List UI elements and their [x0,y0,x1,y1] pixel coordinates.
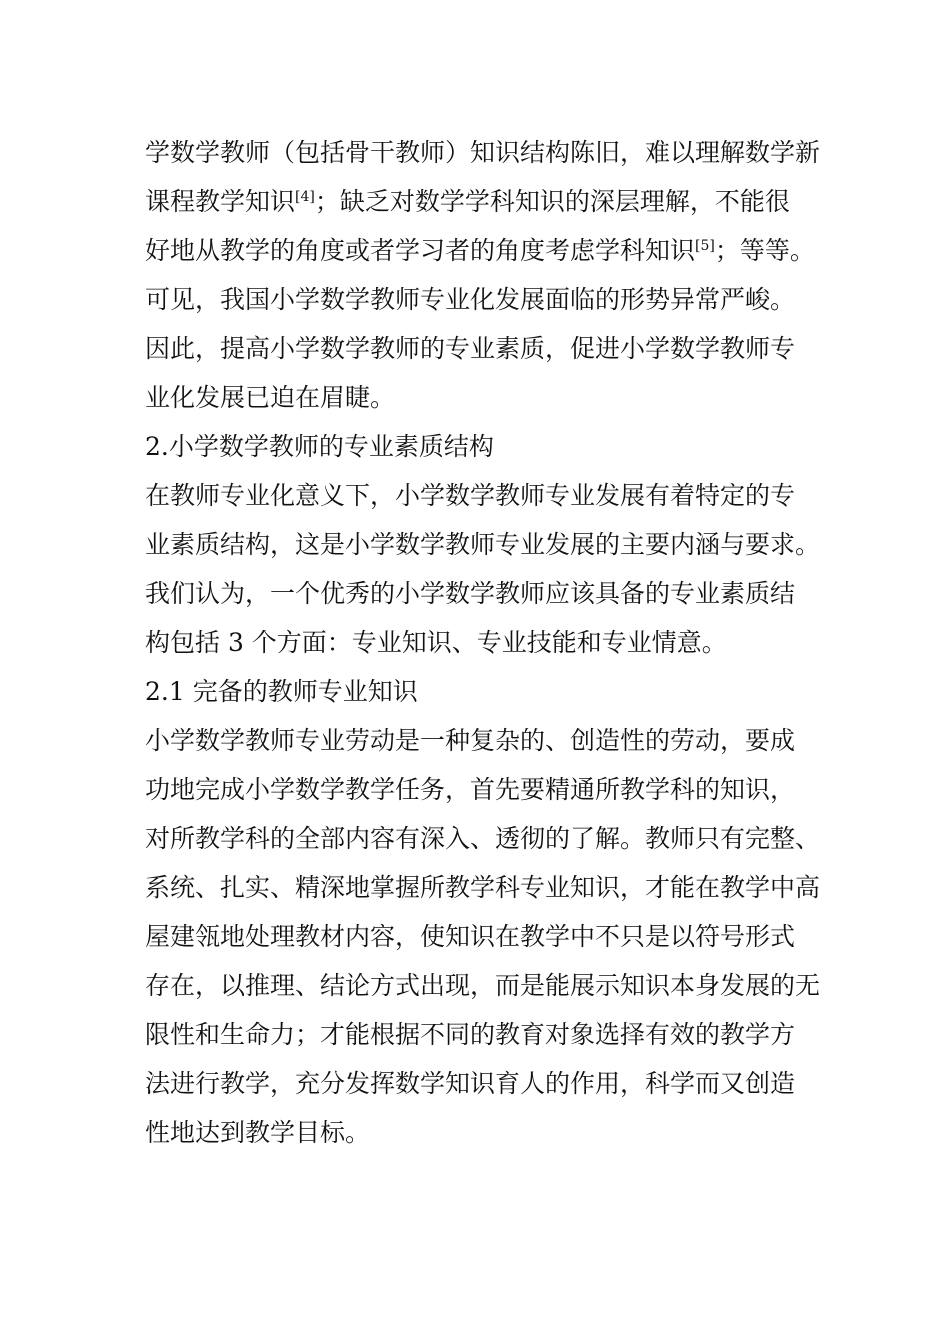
text-line: 可见，我国小学数学教师专业化发展面临的形势异常严峻。 [145,285,796,314]
text-segment: ；等等。 [714,236,815,265]
text-line: 屋建瓴地处理教材内容，使知识在教学中不只是以符号形式 [145,922,796,951]
section-heading: 2.小学数学教师的专业素质结构 [145,432,494,461]
text-segment: 好地从教学的角度或者学习者的角度考虑学科知识 [145,236,696,265]
text-line: 业素质结构，这是小学数学教师专业发展的主要内涵与要求。 [145,530,821,559]
citation-mark: [4] [295,189,315,205]
text-segment: ；缺乏对数学学科知识的深层理解，不能很 [314,187,790,216]
text-line [145,177,845,226]
body-text [145,128,845,1157]
text-line: 法进行教学，充分发挥数学知识育人的作用，科学而又创造 [145,1069,796,1098]
text-line: 小学数学教师专业劳动是一种复杂的、创造性的劳动，要成 [145,726,796,755]
text-line: 因此，提高小学数学教师的专业素质，促进小学数学教师专 [145,334,796,363]
text-line: 学数学教师（包括骨干教师）知识结构陈旧，难以理解数学新 [145,138,821,167]
text-line: 性地达到教学目标。 [145,1118,371,1147]
text-line: 限性和生命力；才能根据不同的教育对象选择有效的教学方 [145,1020,796,1049]
text-line: 构包括 3 个方面：专业知识、专业技能和专业情意。 [145,628,727,657]
subsection-heading: 2.1 完备的教师专业知识 [145,677,418,706]
text-segment: 课程教学知识 [145,187,296,216]
text-line [145,226,845,275]
text-line: 存在，以推理、结论方式出现，而是能展示知识本身发展的无 [145,971,821,1000]
citation-mark: [5] [695,238,715,254]
text-line: 我们认为，一个优秀的小学数学教师应该具备的专业素质结 [145,579,796,608]
text-line: 业化发展已迫在眉睫。 [145,383,396,412]
text-line: 系统、扎实、精深地掌握所教学科专业知识，才能在教学中高 [145,873,821,902]
text-line: 功地完成小学数学教学任务，首先要精通所教学科的知识， [145,775,796,804]
text-line: 在教师专业化意义下，小学数学教师专业发展有着特定的专 [145,481,796,510]
text-line: 对所教学科的全部内容有深入、透彻的了解。教师只有完整、 [145,824,821,853]
